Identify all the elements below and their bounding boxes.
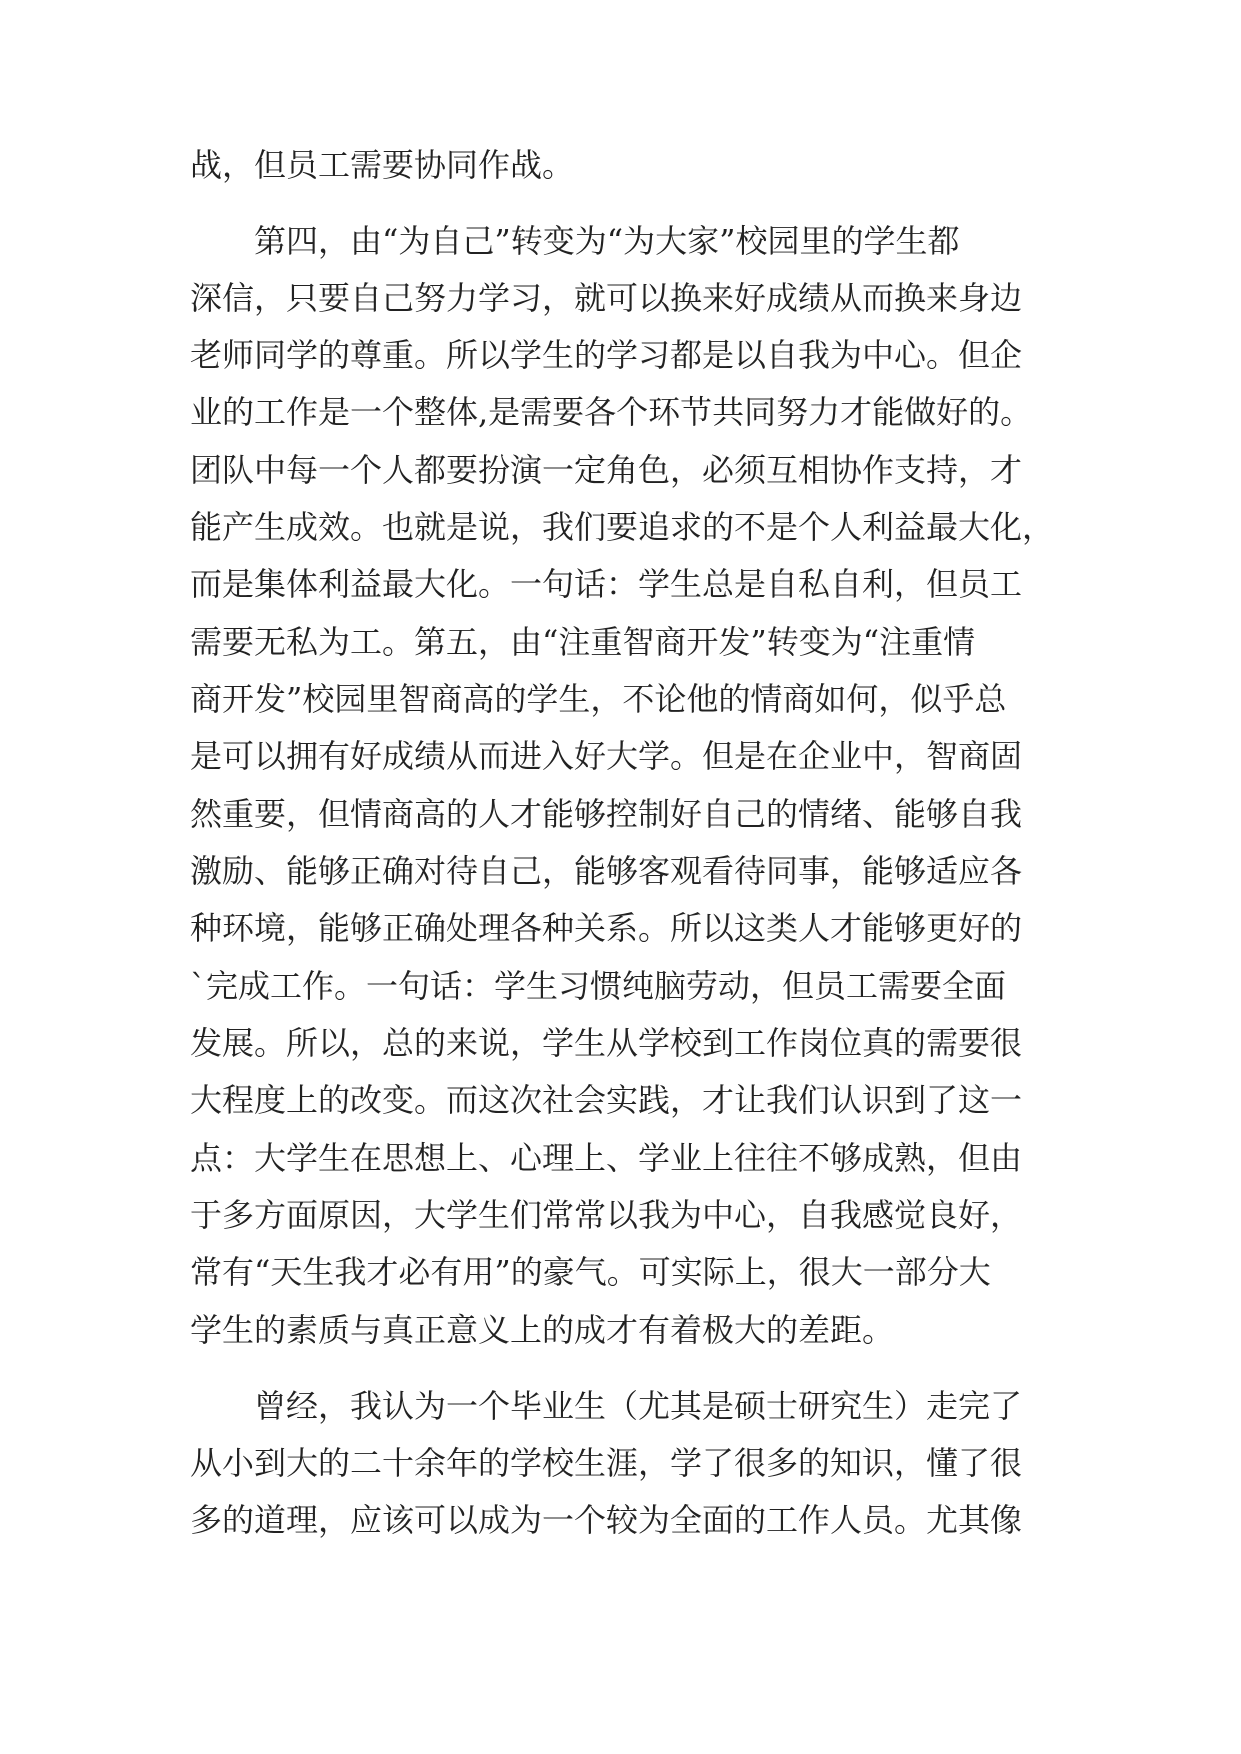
text-line: 多的道理，应该可以成为一个较为全面的工作人员。尤其像 (190, 1501, 1023, 1539)
text-line: 业的工作是一个整体,是需要各个环节共同努力才能做好的。 (190, 393, 1033, 431)
text-line: 发展。所以，总的来说，学生从学校到工作岗位真的需要很 (190, 1024, 1023, 1062)
text-line: 第四，由“为自己”转变为“为大家”校园里的学生都 (254, 222, 960, 260)
text-line: 战，但员工需要协同作战。 (190, 146, 575, 184)
text-line: 大程度上的改变。而这次社会实践，才让我们认识到了这一 (190, 1081, 1023, 1119)
text-line: 学生的素质与真正意义上的成才有着极大的差距。 (190, 1311, 895, 1349)
text-line: 激励、能够正确对待自己，能够客观看待同事，能够适应各 (190, 852, 1023, 890)
text-line: 能产生成效。也就是说，我们要追求的不是个人利益最大化， (190, 508, 1055, 546)
text-line: 点：大学生在思想上、心理上、学业上往往不够成熟，但由 (190, 1139, 1023, 1177)
text-line: `完成工作。一句话：学生习惯纯脑劳动，但员工需要全面 (190, 967, 1007, 1005)
text-line: 是可以拥有好成绩从而进入好大学。但是在企业中，智商固 (190, 737, 1023, 775)
text-line: 然重要，但情商高的人才能够控制好自己的情绪、能够自我 (190, 795, 1023, 833)
text-line: 常有“天生我才必有用”的豪气。可实际上，很大一部分大 (190, 1253, 991, 1291)
text-line: 于多方面原因，大学生们常常以我为中心，自我感觉良好， (190, 1196, 1023, 1234)
text-line: 老师同学的尊重。所以学生的学习都是以自我为中心。但企 (190, 336, 1023, 374)
text-line: 团队中每一个人都要扮演一定角色，必须互相协作支持，才 (190, 451, 1023, 489)
text-line: 曾经，我认为一个毕业生（尤其是硕士研究生）走完了 (254, 1387, 1023, 1425)
text-line: 从小到大的二十余年的学校生涯，学了很多的知识，懂了很 (190, 1444, 1023, 1482)
text-line: 而是集体利益最大化。一句话：学生总是自私自利，但员工 (190, 565, 1023, 603)
text-line: 深信，只要自己努力学习，就可以换来好成绩从而换来身边 (190, 279, 1023, 317)
text-line: 需要无私为工。第五，由“注重智商开发”转变为“注重情 (190, 623, 976, 661)
text-line: 种环境，能够正确处理各种关系。所以这类人才能够更好的 (190, 909, 1023, 947)
text-line: 商开发”校园里智商高的学生，不论他的情商如何，似乎总 (190, 680, 1007, 718)
